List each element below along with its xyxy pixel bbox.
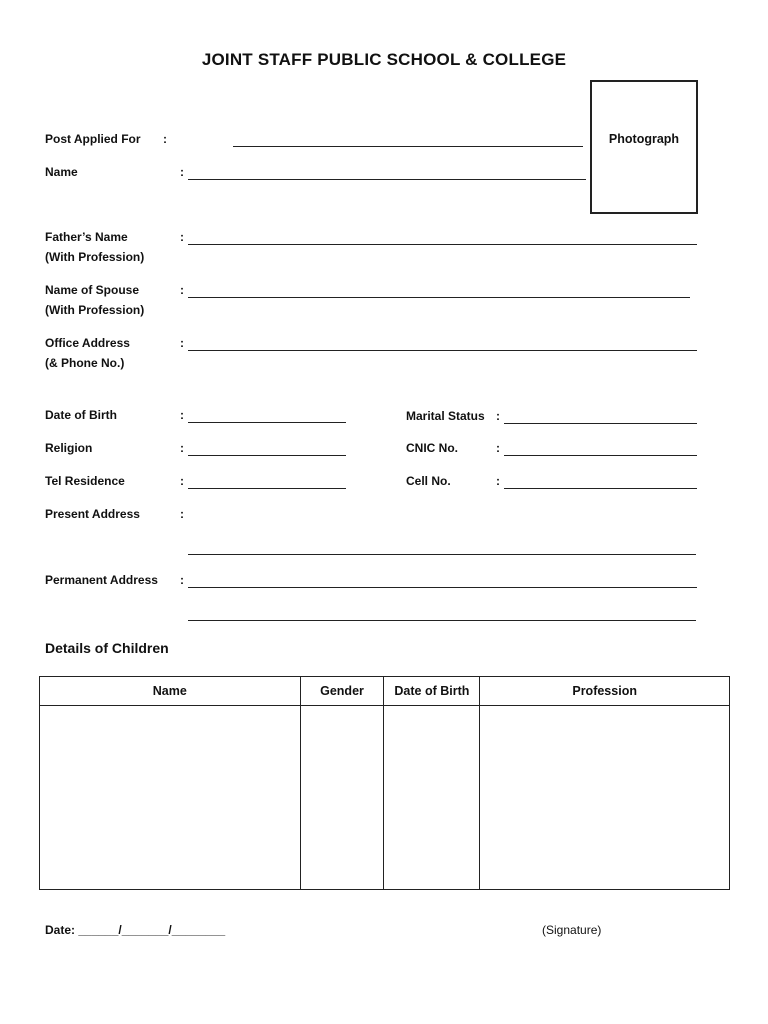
cell-field[interactable] (504, 488, 697, 489)
religion-colon: : (180, 441, 184, 455)
tel-residence-field[interactable] (188, 488, 346, 489)
office-address-sublabel: (& Phone No.) (45, 356, 125, 370)
cell-colon: : (496, 474, 500, 488)
name-colon: : (180, 165, 184, 179)
post-applied-colon: : (163, 132, 167, 146)
office-address-colon: : (180, 336, 184, 350)
cnic-field[interactable] (504, 455, 697, 456)
date-field[interactable]: Date: ______/_______/________ (45, 923, 226, 937)
father-name-sublabel: (With Profession) (45, 250, 145, 264)
children-table-header-row (40, 677, 730, 706)
children-section-heading: Details of Children (45, 640, 169, 656)
column-header-name: Name (40, 677, 301, 706)
cnic-label: CNIC No. (406, 441, 458, 455)
spouse-name-field[interactable] (188, 297, 690, 298)
religion-field[interactable] (188, 455, 346, 456)
marital-status-colon: : (496, 409, 500, 423)
column-header-profession: Profession (480, 677, 730, 706)
post-applied-label: Post Applied For (45, 132, 141, 146)
permanent-address-field-line1[interactable] (188, 587, 697, 588)
children-table (39, 676, 730, 890)
child-gender-cell[interactable] (300, 706, 384, 890)
permanent-address-field-line2[interactable] (188, 620, 696, 621)
present-address-label: Present Address (45, 507, 140, 521)
religion-label: Religion (45, 441, 93, 455)
office-address-label: Office Address (45, 336, 130, 350)
name-label: Name (45, 165, 78, 179)
spouse-name-label: Name of Spouse (45, 283, 140, 297)
marital-status-field[interactable] (504, 423, 697, 424)
cnic-colon: : (496, 441, 500, 455)
column-header-gender: Gender (300, 677, 384, 706)
spouse-name-colon: : (180, 283, 184, 297)
marital-status-label: Marital Status (406, 409, 485, 423)
father-name-colon: : (180, 230, 184, 244)
dob-label: Date of Birth (45, 408, 117, 422)
child-dob-cell[interactable] (384, 706, 480, 890)
name-field[interactable] (188, 179, 586, 180)
tel-residence-label: Tel Residence (45, 474, 125, 488)
photograph-label: Photograph (608, 132, 680, 146)
signature-label: (Signature) (542, 923, 602, 937)
form-title: JOINT STAFF PUBLIC SCHOOL & COLLEGE (201, 50, 567, 69)
tel-residence-colon: : (180, 474, 184, 488)
father-name-field[interactable] (188, 244, 697, 245)
dob-colon: : (180, 408, 184, 422)
cell-label: Cell No. (406, 474, 451, 488)
dob-field[interactable] (188, 422, 346, 423)
permanent-address-label: Permanent Address (45, 573, 158, 587)
spouse-name-sublabel: (With Profession) (45, 303, 145, 317)
post-applied-field[interactable] (233, 146, 583, 147)
office-address-field[interactable] (188, 350, 697, 351)
permanent-address-colon: : (180, 573, 184, 587)
father-name-label: Father’s Name (45, 230, 128, 244)
present-address-field[interactable] (188, 554, 696, 555)
present-address-colon: : (180, 507, 184, 521)
photograph-box (590, 80, 698, 214)
table-row (40, 706, 730, 890)
child-name-cell[interactable] (40, 706, 301, 890)
column-header-date-of-birth: Date of Birth (384, 677, 480, 706)
child-profession-cell[interactable] (480, 706, 730, 890)
